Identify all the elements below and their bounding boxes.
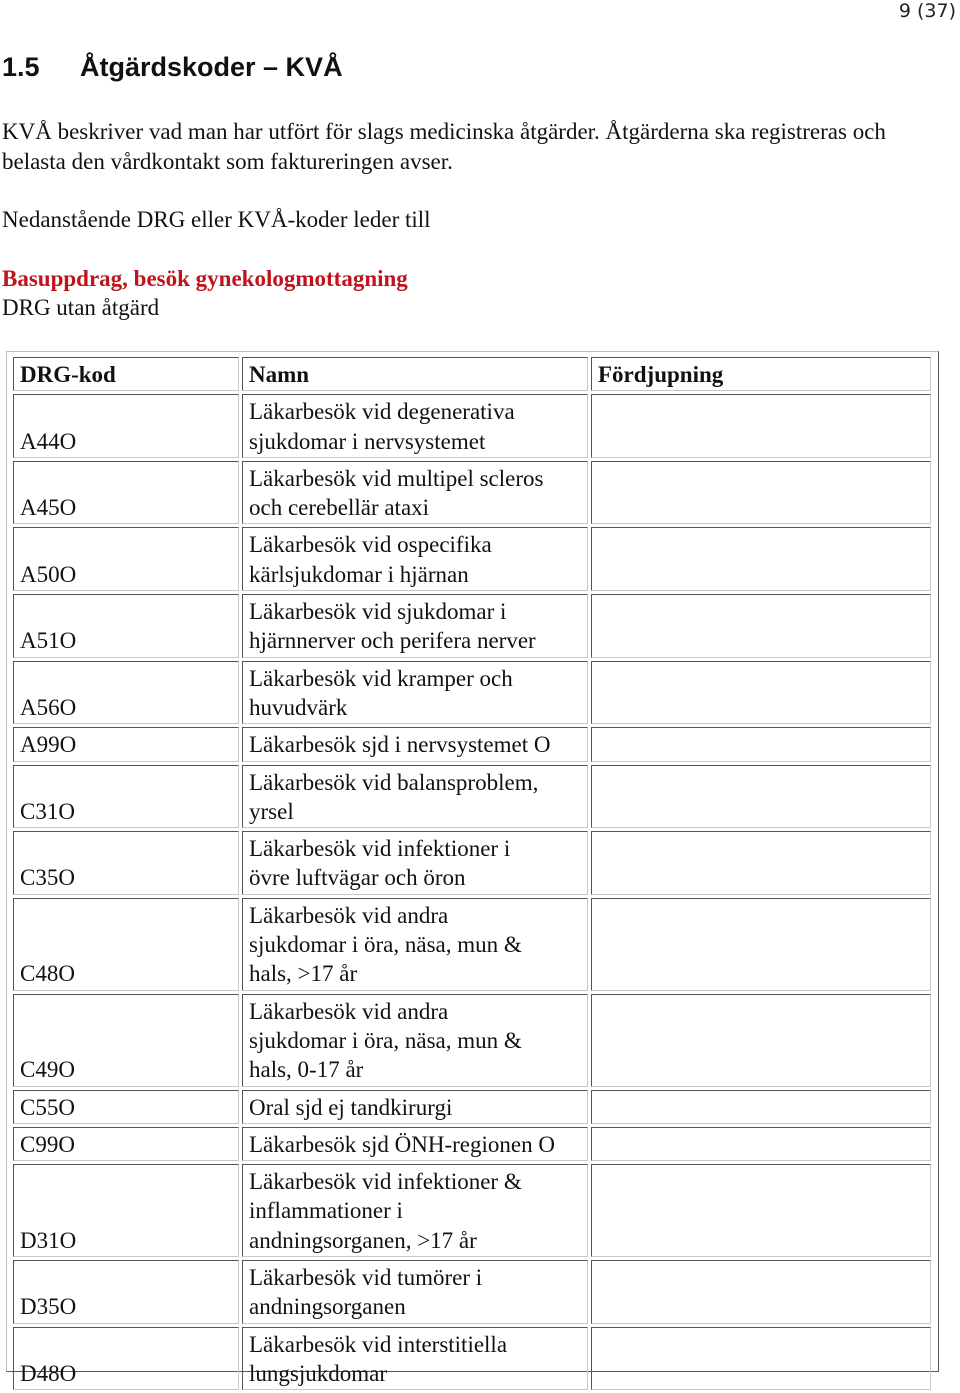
drg-code-cell: A99O [13, 727, 239, 761]
table-row [13, 1260, 931, 1324]
detail-cell [591, 461, 931, 525]
detail-cell [591, 727, 931, 761]
drg-code-cell: C35O [13, 831, 239, 895]
detail-cell [591, 1090, 931, 1124]
name-cell [242, 1260, 588, 1324]
name-cell [242, 727, 588, 761]
table-row [13, 831, 931, 895]
drg-code-cell: D35O [13, 1260, 239, 1324]
name-line: yrsel [249, 798, 294, 824]
drg-code-cell: A45O [13, 461, 239, 525]
name-line: Läkarbesök vid kramper och [249, 665, 513, 691]
name-line: hals, >17 år [249, 961, 358, 987]
detail-cell [591, 1327, 931, 1391]
name-cell [242, 1127, 588, 1161]
name-line: övre luftvägar och öron [249, 865, 466, 891]
name-cell [242, 594, 588, 658]
table-row [13, 1127, 931, 1161]
name-cell [242, 461, 588, 525]
page-number: 9 (37) [898, 0, 956, 22]
name-line: sjukdomar i nervsystemet [249, 428, 486, 454]
name-cell [242, 661, 588, 725]
name-line: Läkarbesök vid infektioner i [249, 836, 511, 862]
section-heading [2, 52, 343, 83]
table-row [13, 394, 931, 458]
table-row [13, 527, 931, 591]
table-row [13, 594, 931, 658]
table-body [13, 394, 931, 1390]
detail-cell [591, 1164, 931, 1257]
drg-code-cell: D31O [13, 1164, 239, 1257]
table-row [13, 1164, 931, 1257]
table-row [13, 727, 931, 761]
detail-cell [591, 898, 931, 991]
name-line: inflammationer i [249, 1198, 403, 1224]
drg-code-cell: A51O [13, 594, 239, 658]
name-line: huvudvärk [249, 694, 348, 720]
detail-cell [591, 594, 931, 658]
table-row [13, 765, 931, 829]
detail-cell [591, 831, 931, 895]
drg-table [10, 354, 934, 1393]
name-line: sjukdomar i öra, näsa, mun & [249, 1027, 522, 1053]
name-line: Läkarbesök vid interstitiella [249, 1331, 508, 1357]
name-line: lungsjukdomar [249, 1360, 387, 1386]
drg-code-cell: C99O [13, 1127, 239, 1161]
table-header-row [13, 357, 931, 391]
table-row [13, 1090, 931, 1124]
name-line: hjärnnerver och perifera nerver [249, 628, 536, 654]
detail-cell [591, 527, 931, 591]
header-detail: Fördjupning [591, 357, 931, 391]
lead-paragraph: Nedanstående DRG eller KVÅ-koder leder till [2, 207, 431, 232]
name-cell [242, 1164, 588, 1257]
name-line: Läkarbesök vid ospecifika [249, 532, 492, 558]
drg-code-cell: C55O [13, 1090, 239, 1124]
name-line: hals, 0-17 år [249, 1057, 364, 1083]
name-cell [242, 1090, 588, 1124]
drg-code-cell: C31O [13, 765, 239, 829]
name-cell [242, 994, 588, 1087]
table-row [13, 461, 931, 525]
table-row [13, 1327, 931, 1391]
table-row [13, 898, 931, 991]
header-name: Namn [242, 357, 588, 391]
drg-code-cell: A50O [13, 527, 239, 591]
name-line: och cerebellär ataxi [249, 495, 430, 521]
intro-paragraph: KVÅ beskriver vad man har utfört för slags medicinska åtgärder. Åtgärderna ska registreras och belasta den vårdkontakt som faktureringen avser. [2, 119, 886, 174]
detail-cell [591, 1260, 931, 1324]
name-line: Läkarbesök vid balansproblem, [249, 769, 539, 795]
heading-title: Åtgärdskoder – KVÅ [80, 52, 343, 82]
name-line: Läkarbesök vid degenerativa [249, 399, 515, 425]
detail-cell [591, 1127, 931, 1161]
name-line: Läkarbesök vid andra [249, 998, 449, 1024]
name-cell [242, 898, 588, 991]
drg-code-cell: C49O [13, 994, 239, 1087]
detail-cell [591, 394, 931, 458]
detail-cell [591, 765, 931, 829]
name-line: Läkarbesök vid multipel scleros [249, 465, 544, 491]
name-cell [242, 765, 588, 829]
name-line: sjukdomar i öra, näsa, mun & [249, 932, 522, 958]
name-line: Oral sjd ej tandkirurgi [249, 1094, 453, 1120]
name-line: Läkarbesök vid infektioner & [249, 1169, 522, 1195]
name-line: Läkarbesök vid sjukdomar i [249, 599, 507, 625]
name-cell [242, 831, 588, 895]
table-row [13, 661, 931, 725]
name-line: Läkarbesök sjd ÖNH-regionen O [249, 1131, 555, 1157]
detail-cell [591, 994, 931, 1087]
section-title: Basuppdrag, besök gynekologmottagning [2, 266, 408, 291]
name-cell [242, 394, 588, 458]
name-line: Läkarbesök vid andra [249, 902, 449, 928]
drg-code-cell: C48O [13, 898, 239, 991]
heading-number: 1.5 [2, 52, 40, 82]
drg-code-cell: D48O [13, 1327, 239, 1391]
name-cell [242, 527, 588, 591]
name-line: Läkarbesök sjd i nervsystemet O [249, 732, 551, 758]
detail-cell [591, 661, 931, 725]
name-cell [242, 1327, 588, 1391]
name-line: Läkarbesök vid tumörer i [249, 1265, 483, 1291]
name-line: andningsorganen, >17 år [249, 1227, 477, 1253]
drg-code-cell: A56O [13, 661, 239, 725]
table-row [13, 994, 931, 1087]
name-line: andningsorganen [249, 1294, 406, 1320]
header-drg-code: DRG-kod [13, 357, 239, 391]
section-subtitle: DRG utan åtgärd [2, 295, 160, 320]
name-line: kärlsjukdomar i hjärnan [249, 561, 469, 587]
drg-code-cell: A44O [13, 394, 239, 458]
